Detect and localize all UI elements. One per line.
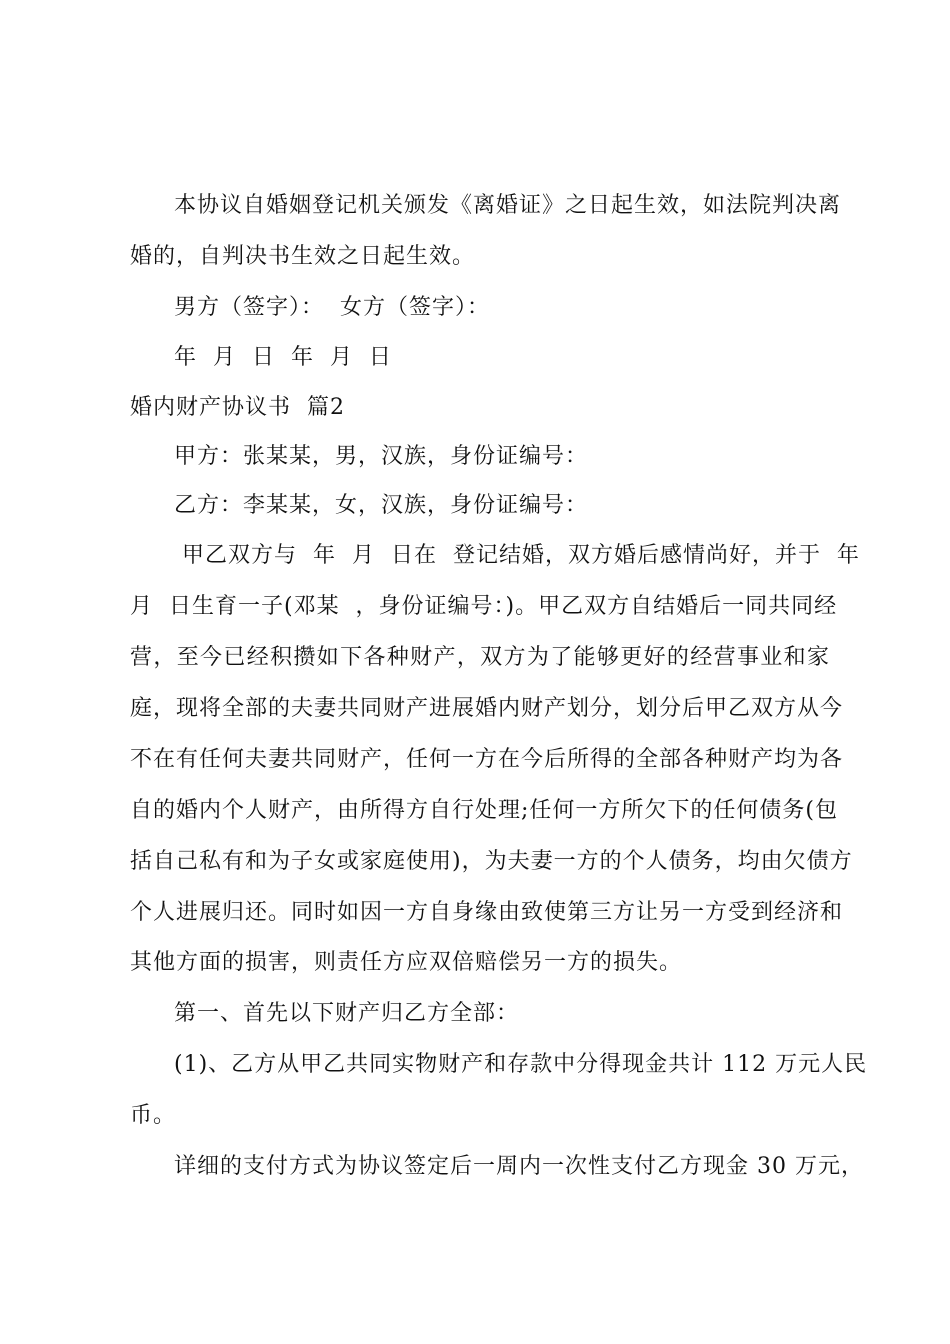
party-b-line: 乙方：李某某，女，汉族，身份证编号： (174, 493, 589, 518)
party-a-line: 甲方：张某某，男，汉族，身份证编号： (174, 444, 589, 469)
clause-item-1-line-2: 币。 (130, 1103, 177, 1128)
paragraph-main-line-9: 其他方面的损害，则责任方应双倍赔偿另一方的损失。 (130, 950, 683, 975)
paragraph-main-line-7: 括自己私有和为子女或家庭使用)，为夫妻一方的个人债务，均由欠债方 (130, 849, 853, 874)
paragraph-main-line-8: 个人进展归还。同时如因一方自身缘由致使第三方让另一方受到经济和 (130, 900, 844, 925)
paragraph-main-line-2: 月 日生育一子(邓某 ，身份证编号：)。甲乙双方自结婚后一同共同经 (130, 594, 838, 619)
section-title: 婚内财产协议书 篇2 (130, 395, 345, 420)
paragraph-main-line-5: 不在有任何夫妻共同财产，任何一方在今后所得的全部各种财产均为各 (130, 747, 844, 772)
date-line: 年 月 日 年 月 日 (174, 345, 392, 370)
paragraph-main-line-3: 营，至今已经积攒如下各种财产，双方为了能够更好的经营事业和家 (130, 645, 830, 670)
paragraph-effect-line-2: 婚的，自判决书生效之日起生效。 (130, 244, 476, 269)
payment-method-line: 详细的支付方式为协议签定后一周内一次性支付乙方现金 30 万元， (174, 1154, 864, 1179)
signature-line: 男方（签字）： 女方（签字）： (174, 295, 490, 320)
clause-first-heading: 第一、首先以下财产归乙方全部： (174, 1001, 520, 1026)
clause-item-1-line-1: (1)、乙方从甲乙共同实物财产和存款中分得现金共计 112 万元人民 (174, 1052, 868, 1077)
paragraph-main-line-1: 甲乙双方与 年 月 日在 登记结婚，双方婚后感情尚好，并于 年 (174, 543, 860, 568)
paragraph-effect-line-1: 本协议自婚姻登记机关颁发《离婚证》之日起生效，如法院判决离 (174, 193, 842, 218)
paragraph-main-line-6: 自的婚内个人财产，由所得方自行处理;任何一方所欠下的任何债务(包 (130, 798, 838, 823)
paragraph-main-line-4: 庭，现将全部的夫妻共同财产进展婚内财产划分，划分后甲乙双方从今 (130, 696, 844, 721)
